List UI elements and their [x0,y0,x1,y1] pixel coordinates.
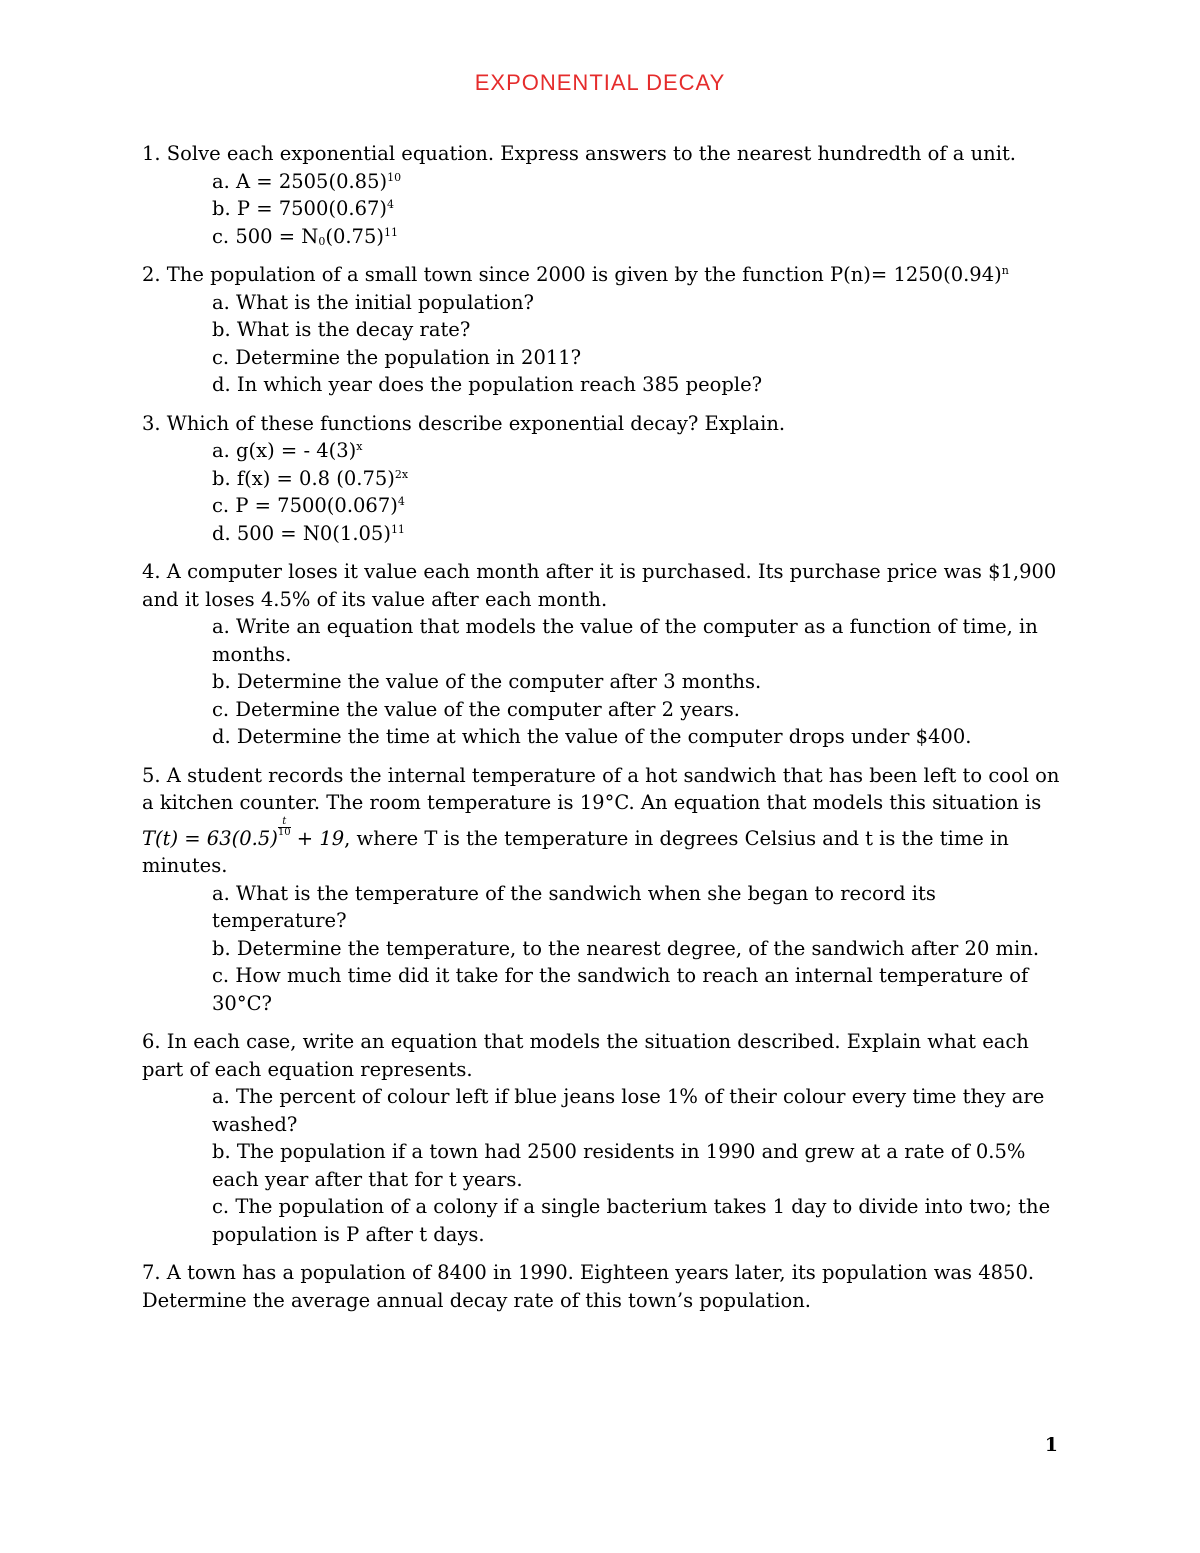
question-item: b. Determine the temperature, to the nearest degree, of the sandwich after 20 min. [212,936,1040,960]
question-item: c. How much time did it take for the sandwich to reach an internal temperature of 30°C? [212,964,1029,1015]
question-items [142,289,1062,399]
question-item: b. f(x) = 0.8 $(0.75)^{2x}$ [212,466,409,490]
question-5 [142,762,1062,1018]
question-item: d. In which year does the population reach 385 people? [212,373,763,396]
question-item: c. The population of a colony if a single bacterium takes 1 day to divide into two; the population is P after t days. [212,1195,1051,1246]
question-stem: 5. A student records the internal temperature of a hot sandwich that has been left to cool on a kitchen counter. The room temperature is 19°C. An equation that models this situation is T(t) = 63(0.5) $\frac{t}{10}$ + 19, where T is the temperature in degrees Celsius and t is the time in minutes. [142,763,1060,877]
question-items [142,613,1062,751]
question-stem: 2. The population of a small town since 2000 is given by the function $P(n)= 1250(0.94)^n$ [142,263,1009,286]
question-item: a. $A = 2505(0.85)^{10}$ [212,169,402,193]
question-item: c. Determine the population in 2011? [212,345,582,369]
question-item: b. Determine the value of the computer after 3 months. [212,670,762,693]
question-items [142,880,1062,1018]
question-6 [142,1028,1062,1248]
question-item: c. Determine the value of the computer after 2 years. [212,697,740,721]
question-item: c. $500 = N_0(0.75)^{11}$ [212,224,398,248]
question-item: b. $P = 7500(0.67)^4$ [212,197,394,220]
question-stem: 7. A town has a population of 8400 in 1990. Eighteen years later, its population was 4850. Determine the average annual decay rate of this town’s population. [142,1261,1035,1312]
question-stem: 1. Solve each exponential equation. Express answers to the nearest hundredth of a unit. [142,142,1017,165]
question-item: a. The percent of colour left if blue jeans lose 1% of their colour every time they are washed? [212,1085,1045,1136]
question-stem: 6. In each case, write an equation that models the situation described. Explain what each part of each equation represents. [142,1030,1029,1081]
question-item: b. What is the decay rate? [212,318,471,341]
question-item: a. What is the temperature of the sandwich when she began to record its temperature? [212,881,936,932]
question-list [142,140,1062,1325]
question-stem: 4. A computer loses it value each month after it is purchased. Its purchase price was $1,900 and it loses 4.5% of its value after each month. [142,560,1057,611]
question-item: a. What is the initial population? [212,290,534,314]
question-stem: 3. Which of these functions describe exponential decay? Explain. [142,411,786,435]
temperature-equation: T(t) = 63(0.5) $\frac{t}{10}$ + 19 [142,815,345,850]
question-1 [142,140,1062,250]
question-items [142,168,1062,251]
question-item: a. Write an equation that models the value of the computer as a function of time, in months. [212,615,1038,666]
question-2 [142,261,1062,399]
page-number: 1 [1044,1434,1058,1456]
question-7 [142,1259,1062,1314]
question-items [142,1083,1062,1248]
question-item: d. Determine the time at which the value of the computer drops under $400. [212,725,972,748]
question-4 [142,558,1062,751]
question-item: a. g(x) = - $4(3)^x$ [212,439,363,462]
question-item: d. $500 = N0(1.05)^{11}$ [212,521,405,545]
question-3 [142,410,1062,548]
equation-exponent: $\frac{t}{10}$ [277,815,291,838]
question-item: b. The population if a town had 2500 residents in 1990 and grew at a rate of 0.5% each year after that for t years. [212,1140,1026,1191]
question-item: c. $P = 7500(0.067)^4$ [212,494,405,517]
document-title: EXPONENTIAL DECAY [474,70,726,95]
question-items [142,437,1062,547]
